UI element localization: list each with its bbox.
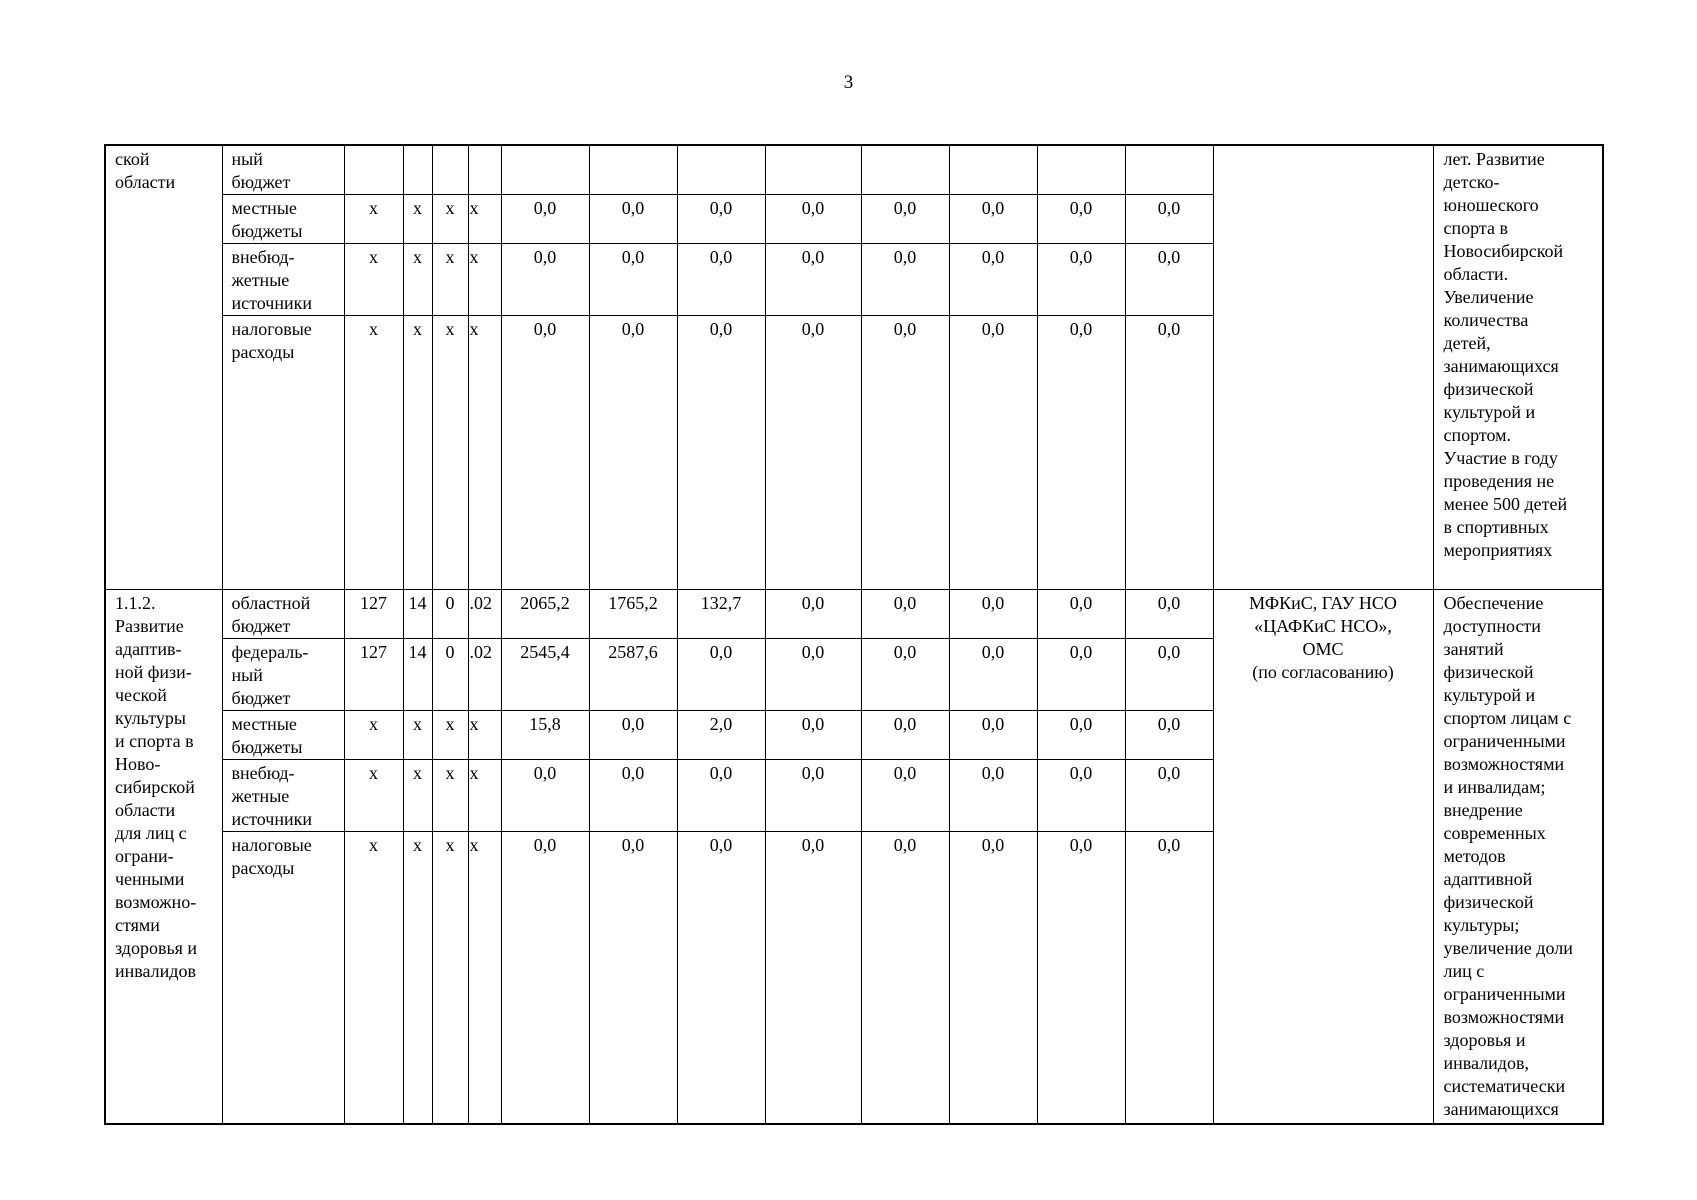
amount-cell: 0,0 (765, 195, 861, 244)
budget-code-cell: x (403, 711, 432, 760)
amount-cell: 0,0 (1037, 244, 1125, 316)
amount-cell: 0,0 (861, 316, 949, 590)
funding-source-cell: местные бюджеты (222, 711, 344, 760)
activity-name-cell: ской области (105, 145, 222, 590)
expected-result-cell: Обеспечение доступности занятий физической культурой и спортом лицам с ограниченными возможностями и инвалидам; внедрение современных методов адаптивной физической культуры; увеличение доли лиц с ограниченными возможностями здоровья и инвалидов, систематически занимающихся (1433, 590, 1603, 1124)
amount-cell: 0,0 (861, 832, 949, 1124)
amount-cell: 0,0 (949, 195, 1037, 244)
amount-cell: 0,0 (765, 639, 861, 711)
amount-cell: 0,0 (677, 760, 765, 832)
amount-cell: 0,0 (1125, 590, 1213, 639)
amount-cell: 0,0 (677, 244, 765, 316)
amount-cell: 0,0 (1125, 711, 1213, 760)
amount-cell: 0,0 (1125, 316, 1213, 590)
budget-code-cell: 127 (344, 639, 403, 711)
amount-cell: 0,0 (765, 316, 861, 590)
amount-cell (949, 145, 1037, 195)
budget-code-cell (403, 145, 432, 195)
funding-source-cell: налоговые расходы (222, 832, 344, 1124)
amount-cell: 0,0 (589, 832, 677, 1124)
budget-code-cell: x (344, 316, 403, 590)
amount-cell: 1765,2 (589, 590, 677, 639)
amount-cell: 0,0 (501, 760, 589, 832)
amount-cell: 0,0 (861, 590, 949, 639)
budget-code-cell: .02 (468, 590, 501, 639)
executor-cell (1213, 145, 1433, 590)
funding-source-cell: федераль- ный бюджет (222, 639, 344, 711)
funding-source-cell: налоговые расходы (222, 316, 344, 590)
amount-cell: 0,0 (1125, 244, 1213, 316)
table-row (105, 145, 1603, 195)
amount-cell: 0,0 (501, 195, 589, 244)
amount-cell (589, 145, 677, 195)
amount-cell: 2587,6 (589, 639, 677, 711)
amount-cell: 0,0 (677, 832, 765, 1124)
budget-code-cell: x (468, 244, 501, 316)
amount-cell: 0,0 (765, 711, 861, 760)
budget-code-cell (344, 145, 403, 195)
budget-code-cell: 0 (432, 639, 468, 711)
amount-cell: 0,0 (1037, 639, 1125, 711)
budget-code-cell: x (432, 316, 468, 590)
budget-code-cell: 127 (344, 590, 403, 639)
amount-cell: 0,0 (1037, 711, 1125, 760)
amount-cell: 0,0 (765, 832, 861, 1124)
table-row (105, 590, 1603, 639)
amount-cell (501, 145, 589, 195)
amount-cell: 0,0 (949, 711, 1037, 760)
amount-cell: 0,0 (589, 195, 677, 244)
amount-cell: 0,0 (1125, 195, 1213, 244)
amount-cell: 15,8 (501, 711, 589, 760)
budget-code-cell: x (432, 195, 468, 244)
amount-cell: 0,0 (861, 244, 949, 316)
amount-cell: 2545,4 (501, 639, 589, 711)
amount-cell: 0,0 (1125, 760, 1213, 832)
budget-code-cell: x (403, 244, 432, 316)
amount-cell: 0,0 (765, 244, 861, 316)
amount-cell: 0,0 (1037, 760, 1125, 832)
amount-cell: 0,0 (949, 832, 1037, 1124)
budget-code-cell: x (432, 244, 468, 316)
executor-cell: МФКиС, ГАУ НСО «ЦАФКиС НСО», ОМС (по согласованию) (1213, 590, 1433, 1124)
amount-cell: 0,0 (765, 590, 861, 639)
budget-code-cell: x (468, 832, 501, 1124)
budget-code-cell: x (432, 832, 468, 1124)
budget-code-cell: x (468, 711, 501, 760)
budget-code-cell: 14 (403, 639, 432, 711)
amount-cell: 0,0 (1037, 316, 1125, 590)
amount-cell: 0,0 (949, 244, 1037, 316)
budget-code-cell: x (403, 316, 432, 590)
funding-source-cell: областной бюджет (222, 590, 344, 639)
amount-cell: 0,0 (501, 316, 589, 590)
budget-code-cell: x (432, 760, 468, 832)
funding-source-cell: внебюд- жетные источники (222, 244, 344, 316)
budget-code-cell: x (344, 195, 403, 244)
budget-code-cell: x (432, 711, 468, 760)
amount-cell: 132,7 (677, 590, 765, 639)
amount-cell: 0,0 (765, 760, 861, 832)
amount-cell (1037, 145, 1125, 195)
amount-cell: 0,0 (949, 590, 1037, 639)
amount-cell: 0,0 (861, 639, 949, 711)
amount-cell: 0,0 (949, 639, 1037, 711)
page-number: 3 (843, 72, 854, 93)
budget-code-cell: x (403, 760, 432, 832)
amount-cell: 0,0 (1037, 832, 1125, 1124)
expected-result-cell: лет. Развитие детско- юношеского спорта в Новосибирской области. Увеличение количества детей, занимающихся физической культурой и спортом. Участие в году проведения не менее 500 детей в спортивных мероприятиях (1433, 145, 1603, 590)
amount-cell: 0,0 (861, 711, 949, 760)
amount-cell: 0,0 (501, 244, 589, 316)
amount-cell: 0,0 (589, 711, 677, 760)
amount-cell: 0,0 (589, 760, 677, 832)
amount-cell: 0,0 (589, 244, 677, 316)
amount-cell: 0,0 (1125, 639, 1213, 711)
amount-cell: 0,0 (1037, 195, 1125, 244)
amount-cell (861, 145, 949, 195)
amount-cell: 0,0 (589, 316, 677, 590)
funding-source-cell: ный бюджет (222, 145, 344, 195)
budget-code-cell: x (403, 195, 432, 244)
budget-code-cell: x (344, 711, 403, 760)
amount-cell: 2065,2 (501, 590, 589, 639)
activity-name-cell: 1.1.2. Развитие адаптив- ной физи- ческой культуры и спорта в Ново- сибирской области для лиц с ограни- ченными возможно- стями здоровья и инвалидов (105, 590, 222, 1124)
amount-cell (765, 145, 861, 195)
amount-cell: 0,0 (501, 832, 589, 1124)
funding-source-cell: местные бюджеты (222, 195, 344, 244)
budget-code-cell: x (403, 832, 432, 1124)
amount-cell: 0,0 (861, 195, 949, 244)
amount-cell: 0,0 (677, 639, 765, 711)
amount-cell (1125, 145, 1213, 195)
budget-code-cell: 0 (432, 590, 468, 639)
budget-code-cell: .02 (468, 639, 501, 711)
budget-code-cell: x (468, 316, 501, 590)
amount-cell: 0,0 (949, 760, 1037, 832)
amount-cell: 0,0 (677, 316, 765, 590)
amount-cell: 0,0 (1037, 590, 1125, 639)
budget-code-cell: x (344, 760, 403, 832)
amount-cell: 0,0 (1125, 832, 1213, 1124)
budget-code-cell: x (468, 760, 501, 832)
budget-code-cell: x (344, 244, 403, 316)
funding-table (104, 144, 1604, 1125)
budget-code-cell: x (344, 832, 403, 1124)
amount-cell: 0,0 (949, 316, 1037, 590)
budget-code-cell (432, 145, 468, 195)
funding-source-cell: внебюд- жетные источники (222, 760, 344, 832)
budget-code-cell (468, 145, 501, 195)
amount-cell (677, 145, 765, 195)
budget-code-cell: x (468, 195, 501, 244)
budget-code-cell: 14 (403, 590, 432, 639)
amount-cell: 2,0 (677, 711, 765, 760)
amount-cell: 0,0 (677, 195, 765, 244)
amount-cell: 0,0 (861, 760, 949, 832)
